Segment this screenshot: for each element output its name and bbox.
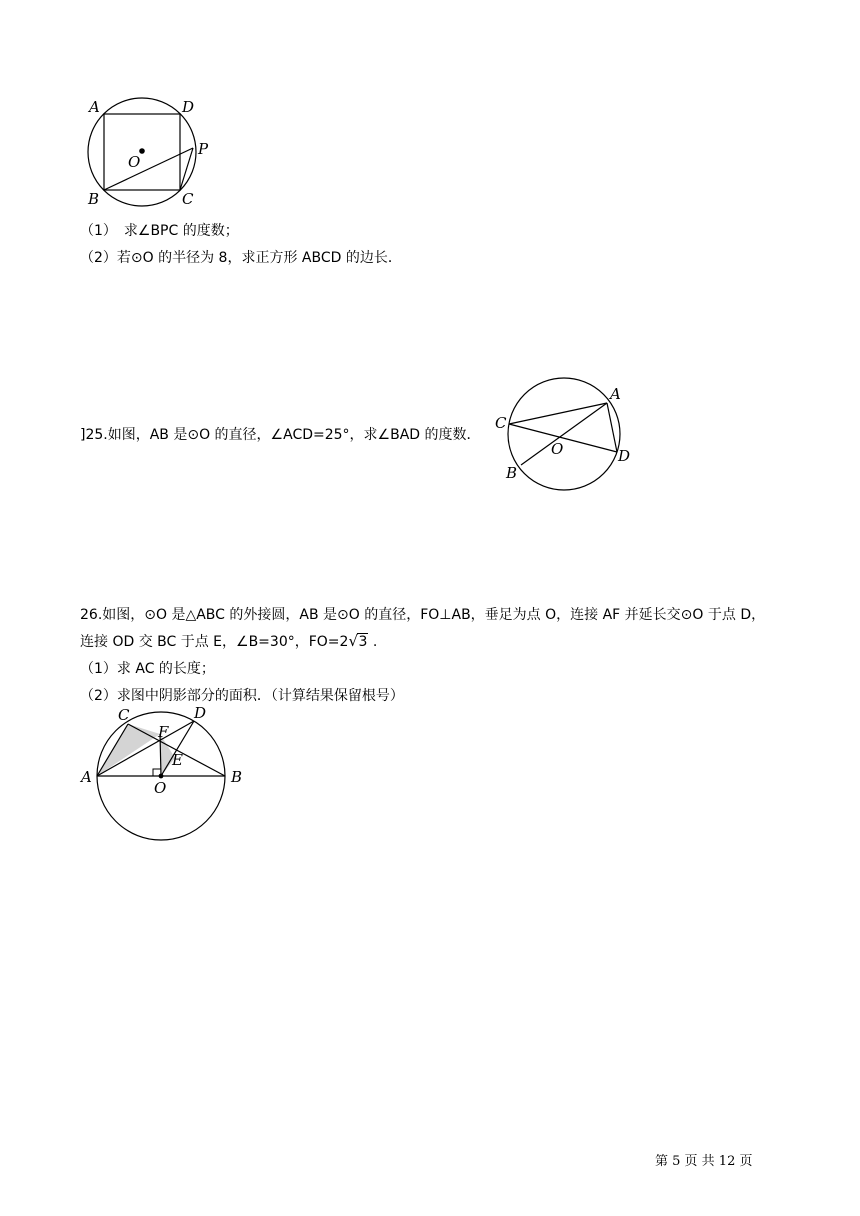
q24-label-p: P xyxy=(198,140,209,158)
q26-line1: 26.如图，⊙O 是△ABC 的外接圆，AB 是⊙O 的直径，FO⊥AB，垂足为点 O，连接 AF 并延长交⊙O 于点 D， xyxy=(80,607,766,623)
q26-line2-suffix: . xyxy=(368,634,378,650)
q26-line2 xyxy=(80,632,377,652)
q24-label-d: D xyxy=(182,98,195,116)
q26-center-dot xyxy=(159,774,164,779)
q26-label-c: C xyxy=(118,706,130,724)
q24-label-o: O xyxy=(128,153,141,171)
q25-label-a: A xyxy=(610,385,621,403)
q24-label-c: C xyxy=(182,190,194,208)
q25-label-d: D xyxy=(618,447,631,465)
q26-label-d: D xyxy=(194,704,207,722)
q26-part1: （1）求 AC 的长度； xyxy=(80,661,215,677)
q26-label-b: B xyxy=(231,768,243,786)
q24-figure xyxy=(80,90,220,210)
page-number-footer: 第 5 页 共 12 页 xyxy=(655,1154,753,1169)
q24-label-b: B xyxy=(88,190,100,208)
q25-segment-ad xyxy=(607,403,617,452)
q26-label-a: A xyxy=(81,768,92,786)
q24-part1: （1） 求∠BPC 的度数； xyxy=(80,223,239,239)
radical-sign-icon: √ xyxy=(348,632,359,650)
q25-figure xyxy=(490,372,640,497)
q26-label-e: E xyxy=(172,751,183,769)
q25-label-b: B xyxy=(506,464,518,482)
q26-radicand: 3 xyxy=(358,634,368,650)
q24-label-a: A xyxy=(89,98,100,116)
q25-label-o: O xyxy=(551,440,564,458)
q26-line2-prefix: 连接 OD 交 BC 于点 E，∠B=30°，FO=2 xyxy=(80,634,349,650)
q26-figure xyxy=(76,704,252,848)
q24-segment-cp xyxy=(180,148,193,190)
q26-label-f: F xyxy=(158,723,169,741)
q24-part2: （2）若⊙O 的半径为 8，求正方形 ABCD 的边长． xyxy=(80,250,402,266)
q25-label-c: C xyxy=(495,414,507,432)
q26-label-o: O xyxy=(154,779,167,797)
q26-part2: （2）求图中阴影部分的面积．（计算结果保留根号） xyxy=(80,688,404,704)
q26-shaded-triangle-acf xyxy=(97,724,160,776)
q26-sqrt xyxy=(348,632,368,652)
q25-question-text: ]25.如图，AB 是⊙O 的直径，∠ACD=25°，求∠BAD 的度数． xyxy=(80,427,481,443)
